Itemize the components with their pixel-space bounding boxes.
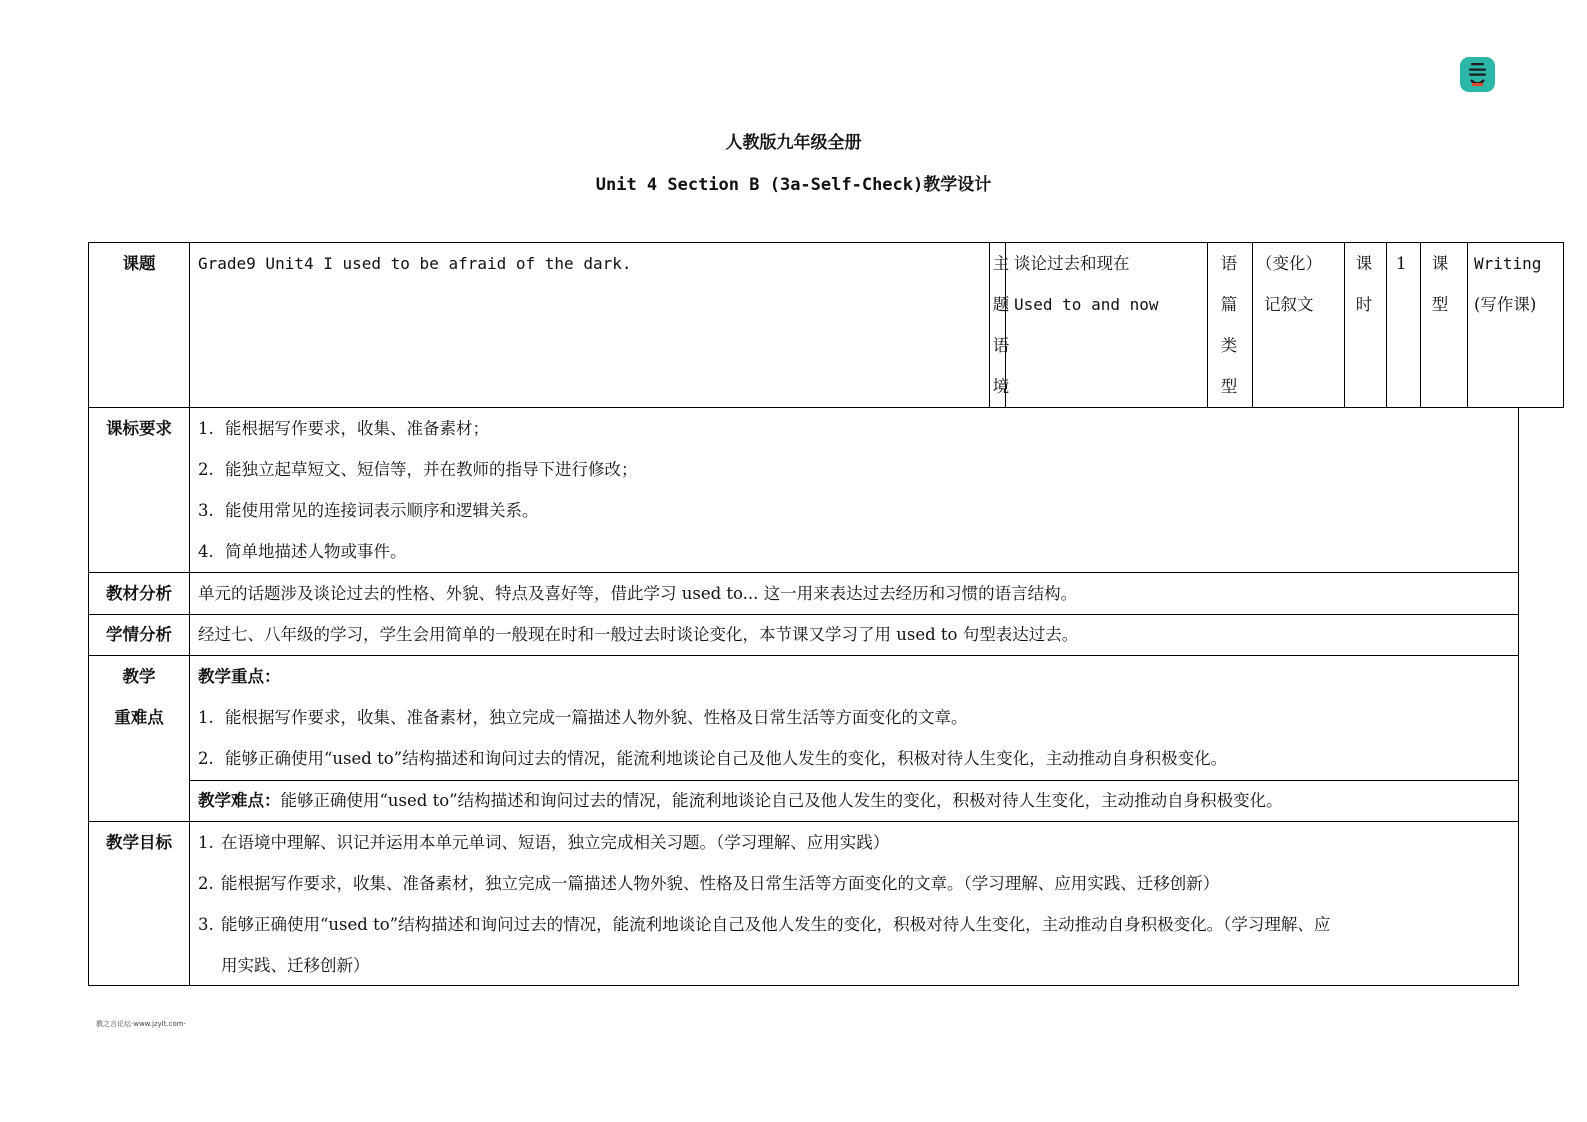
focus-item: 1. 能根据写作要求，收集、准备素材，独立完成一篇描述人物外貌、性格及日常生活等方面变化的文章。 (198, 708, 968, 727)
genre-value-narrative: 记叙文 (1264, 295, 1314, 314)
hours-value: 1 (1396, 254, 1407, 273)
type-value-en: Writing (1474, 254, 1542, 273)
curriculum-label: 课标要求 (106, 419, 172, 438)
difficulty-line (198, 780, 1283, 821)
curriculum-item: 1. 能根据写作要求，收集、准备素材； (198, 419, 489, 438)
topic-value: Grade9 Unit4 I used to be afraid of the dark. (198, 254, 632, 273)
theme-value-en: Used to and now (1014, 295, 1159, 314)
key-points-label-line1: 教学 (122, 667, 156, 686)
document-title: 人教版九年级全册 (725, 133, 862, 153)
curriculum-item: 2. 能独立起草短文、短信等，并在教师的指导下进行修改； (198, 460, 638, 479)
site-logo-icon (1460, 57, 1495, 92)
key-points-label-line2: 重难点 (114, 708, 164, 727)
theme-label: 主 题 语 境 (992, 254, 1010, 396)
type-value-cn: (写作课) (1474, 295, 1537, 314)
objective-item: 2. 能根据写作要求，收集、准备素材，独立完成一篇描述人物外貌、性格及日常生活等方面变化的文章。（学习理解、应用实践、迁移创新） (198, 874, 1220, 893)
footer-watermark: 教之言论坛·www.jzylt.com· (96, 1020, 186, 1028)
learners-text: 经过七、八年级的学习，学生会用简单的一般现在时和一般过去时谈论变化，本节课又学习了用 used to 句型表达过去。 (198, 625, 1079, 644)
textbook-text: 单元的话题涉及谈论过去的性格、外貌、特点及喜好等，借此学习 used to... 这一用来表达过去经历和习惯的语言结构。 (198, 584, 1078, 603)
focus-title: 教学重点： (198, 667, 281, 686)
difficulty-text: 能够正确使用“used to”结构描述和询问过去的情况，能流利地谈论自己及他人发生的变化，积极对待人生变化，主动推动自身积极变化。 (280, 791, 1283, 810)
learners-label: 学情分析 (106, 625, 172, 644)
document-subtitle: Unit 4 Section B (3a-Self-Check)教学设计 (595, 175, 992, 195)
focus-item: 2. 能够正确使用“used to”结构描述和询问过去的情况，能流利地谈论自己及他人发生的变化，积极对待人生变化，主动推动自身积极变化。 (198, 749, 1228, 768)
genre-value-change: （变化） (1256, 254, 1322, 273)
theme-value-cn: 谈论过去和现在 (1014, 254, 1130, 273)
curriculum-item: 3. 能使用常见的连接词表示顺序和逻辑关系。 (198, 501, 539, 520)
objectives-label: 教学目标 (106, 833, 172, 852)
curriculum-item: 4. 简单地描述人物或事件。 (198, 542, 407, 561)
textbook-label: 教材分析 (106, 584, 172, 603)
difficulty-title: 教学难点： (198, 791, 281, 810)
objective-item: 1. 在语境中理解、识记并运用本单元单词、短语，独立完成相关习题。（学习理解、应用实践） (198, 833, 890, 852)
topic-label: 课题 (122, 254, 156, 273)
objective-item: 3. 能够正确使用“used to”结构描述和询问过去的情况，能流利地谈论自己及他人发生的变化，积极对待人生变化，主动推动自身积极变化。（学习理解、应 (198, 915, 1331, 934)
objective-item-continuation: 用实践、迁移创新） (221, 956, 370, 975)
